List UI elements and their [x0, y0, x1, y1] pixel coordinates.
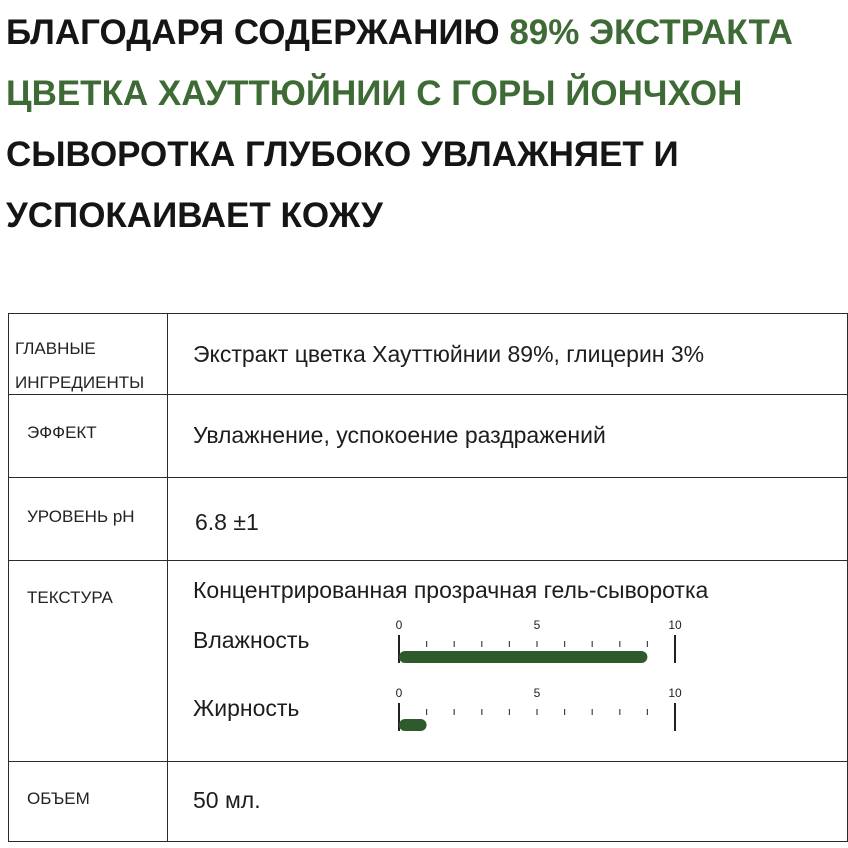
scale-tick-label-mid: 5 — [533, 618, 541, 632]
scale-tick-label-max: 10 — [668, 686, 682, 700]
ingredients-label-line-2: ИНГРЕДИЕНТЫ — [15, 373, 145, 392]
product-spec-table — [8, 313, 848, 842]
ph-label-cell — [9, 478, 168, 561]
ingredients-label-line-1: ГЛАВНЫЕ — [15, 339, 96, 358]
moisture-scale — [393, 613, 693, 675]
oiliness-scale-label: Жирность — [193, 695, 300, 721]
moisture-scale-row — [193, 618, 713, 673]
ingredients-label — [9, 314, 168, 395]
ingredients-value: Экстракт цветка Хауттюйнии 89%, глицерин 3% — [193, 341, 705, 367]
volume-value: 50 мл. — [193, 787, 261, 813]
scale-tick-label-max: 10 — [668, 618, 682, 632]
headline-part-2: СЫВОРОТКА ГЛУБОКО УВЛАЖНЯЕТ И УСПОКАИВАЕТ КОЖУ — [6, 135, 679, 235]
scale-level-bar — [399, 651, 647, 663]
spec-row-ph — [9, 478, 848, 561]
effect-label-cell — [9, 395, 168, 478]
ph-value: 6.8 ±1 — [195, 509, 259, 535]
effect-label: ЭФФЕКТ — [27, 423, 97, 442]
headline-accent: 89% ЭКСТРАКТА ЦВЕТКА ХАУТТЮЙНИИ С ГОРЫ ЙОНЧХОН — [6, 13, 793, 113]
moisture-scale-label: Влажность — [193, 627, 310, 653]
scale-tick-label-min: 0 — [395, 618, 403, 632]
effect-value-cell — [168, 395, 848, 478]
spec-row-effect — [9, 395, 848, 478]
spec-row-volume — [9, 762, 848, 842]
effect-value: Увлажнение, успокоение раздражений — [193, 422, 606, 448]
texture-label-cell — [9, 561, 168, 762]
spec-row-ingredients — [9, 314, 848, 395]
oiliness-scale — [393, 681, 693, 743]
scale-tick-label-min: 0 — [395, 686, 403, 700]
texture-value: Концентрированная прозрачная гель-сыворотка — [193, 577, 709, 603]
ingredients-value-cell — [168, 314, 848, 395]
scale-level-bar — [399, 719, 427, 731]
volume-label-cell — [9, 762, 168, 842]
ph-value-cell — [168, 478, 848, 561]
oiliness-scale-row — [193, 686, 713, 741]
headline — [6, 2, 842, 246]
texture-label: ТЕКСТУРА — [27, 588, 113, 607]
ph-label: УРОВЕНЬ pH — [27, 507, 135, 526]
volume-label: ОБЪЕМ — [27, 789, 90, 808]
texture-value-cell — [168, 561, 848, 762]
headline-part-1: БЛАГОДАРЯ СОДЕРЖАНИЮ — [6, 13, 510, 52]
volume-value-cell — [168, 762, 848, 842]
scale-tick-label-mid: 5 — [533, 686, 541, 700]
spec-row-texture — [9, 561, 848, 762]
